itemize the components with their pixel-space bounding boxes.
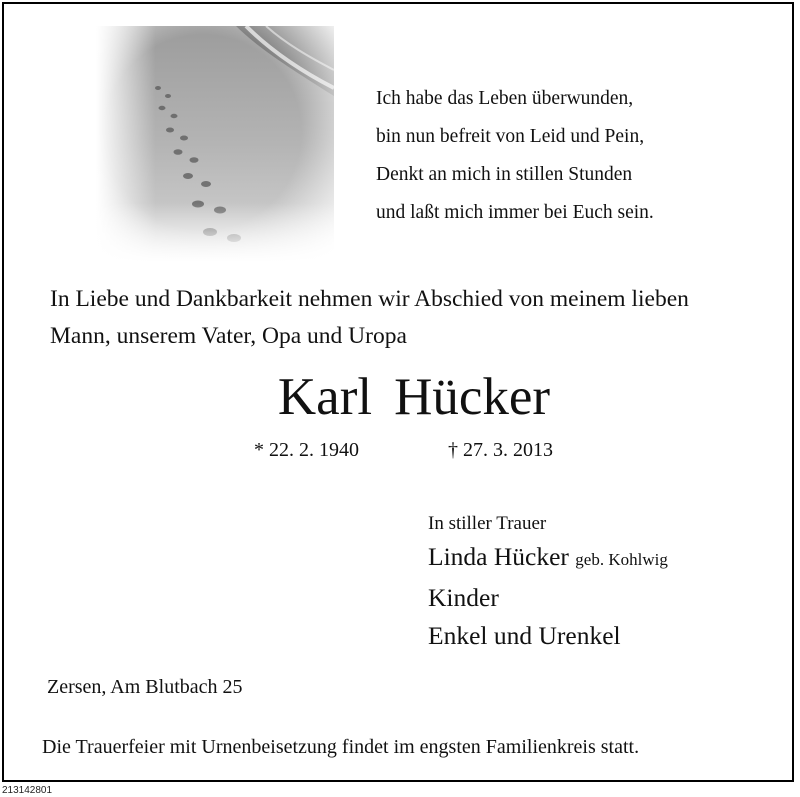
mourning-heading: In stiller Trauer — [428, 513, 547, 534]
death-date: † 27. 3. 2013 — [448, 439, 553, 461]
poem-line: bin nun befreit von Leid und Pein, — [376, 126, 645, 147]
poem-line: Denkt an mich in stillen Stunden — [376, 164, 633, 185]
funeral-note: Die Trauerfeier mit Urnenbeisetzung findet im engsten Familienkreis statt. — [42, 736, 640, 758]
mourner-spouse — [428, 538, 668, 579]
poem — [376, 80, 654, 232]
spouse-name: Linda Hücker — [428, 542, 569, 571]
poem-line: und laßt mich immer bei Euch sein. — [376, 202, 654, 223]
reference-number: 213142801 — [2, 785, 53, 796]
poem-line: Ich habe das Leben überwunden, — [376, 88, 634, 109]
mourner-grandchildren: Enkel und Urenkel — [428, 621, 621, 650]
mourners-block — [428, 510, 668, 655]
deceased-last-name: Hücker — [394, 368, 551, 426]
spouse-maiden-name: geb. Kohlwig — [575, 550, 668, 569]
intro-line: In Liebe und Dankbarkeit nehmen wir Abschied von meinem lieben — [50, 286, 689, 312]
address: Zersen, Am Blutbach 25 — [47, 676, 243, 698]
intro-line: Mann, unserem Vater, Opa und Uropa — [50, 323, 407, 349]
farewell-intro — [50, 281, 689, 355]
deceased-first-name: Karl — [277, 368, 373, 426]
footprints-in-sand-photo — [96, 26, 334, 262]
deceased-name — [0, 362, 800, 432]
mourner-children: Kinder — [428, 583, 499, 612]
birth-date: * 22. 2. 1940 — [254, 439, 359, 461]
